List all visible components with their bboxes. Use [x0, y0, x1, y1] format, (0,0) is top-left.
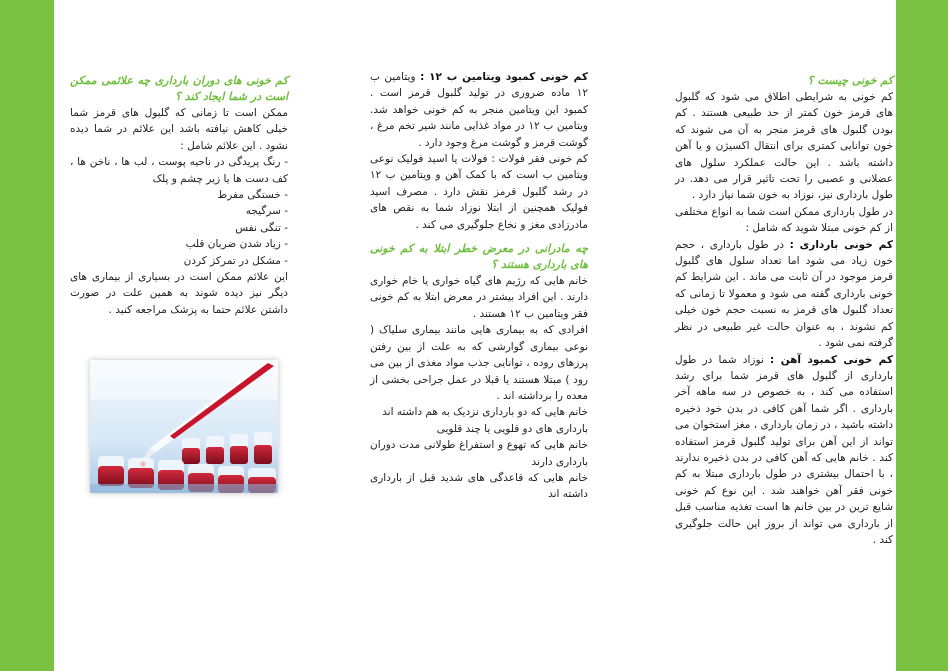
paragraph-b12-deficiency: [370, 69, 588, 151]
paragraph-heavy-menstruation: خانم هایی که قاعدگی های شدید قبل از بارداری داشته اند: [370, 471, 588, 501]
paragraph-symptoms-intro: ممکن است تا زمانی که گلبول های قرمز شما خیلی کاهش نیافته باشد این علائم در شما دیده نشود . این علائم شامل :: [70, 107, 288, 152]
symptom-concentration: - مشکل در تمرکز کردن: [183, 254, 288, 267]
symptom-dizziness: - سرگیجه: [245, 205, 288, 218]
paragraph-folate-deficiency: [370, 151, 588, 233]
heading-symptoms: کم خونی های دوران بارداری چه علائمی ممکن است در شما ایجاد کند ؟: [70, 74, 288, 103]
symptom-pallor: - رنگ پریدگی در ناحیه پوست ، لب ها ، ناخن ها ، کف دست ها یا زیر چشم و پلک: [70, 156, 288, 185]
symptom-fatigue: - خستگی مفرط: [217, 189, 288, 202]
paragraph-iron-deficiency: [675, 352, 893, 549]
paragraph-anemia-intro: کم خونی به شرایطی اطلاق می شود که گلبول های قرمز خون کمتر از حد طبیعی هستند . کم بودن گلبول های قرمز منجر به آن می شوند که خون توانایی کمتری برای انتقال اکسیژن و یا آهن داشته باشد . این حالت عملکرد سلول های عضلانی و عصبی را تحت تاثیر قرار می دهد. در طول بارداری نیز، نوزاد به خون شما نیاز دارد .: [675, 91, 893, 202]
symptom-shortness-of-breath: - تنگی نفس: [235, 221, 288, 234]
paragraph-multiple-pregnancy: بارداری های دو قلویی یا چند قلویی: [436, 422, 588, 435]
left-green-border: [0, 0, 54, 671]
text-folate-deficiency: فولات یا اسید فولیک نوعی ویتامین ب است که با کمک آهن و ویتامین ب ۱۲ در رشد گلبول قرمز نقش دارد . مصرف اسید فولیک همچنین از ابتلا نوزاد شما به نقص های مادرزادی مغز و نخاع جلوگیری می کند .: [370, 153, 588, 231]
term-pregnancy-anemia: کم خونی بارداری :: [789, 238, 894, 251]
column-b12-folate-risk: [370, 69, 588, 503]
column-what-is-anemia: [675, 73, 893, 548]
term-folate-deficiency: کم خونی فقر فولات :: [491, 153, 588, 166]
column-symptoms: [70, 73, 288, 318]
paragraph-symptoms-closing: این علائم ممکن است در بسیاری از بیماری های دیگر نیز دیده شوند به همین علت در صورت داشتن علائم حتما به پزشک مراجعه کنید .: [70, 271, 288, 316]
paragraph-nausea-vomiting: خانم هایی که تهوع و استفراغ طولانی مدت دوران بارداری دارند: [370, 439, 588, 468]
paragraph-celiac-risk: افرادی که به بیماری هایی مانند بیماری سلیاک ( نوعی بیماری گوارشی که به علت از بین رفتن پرزهای روده ، توانایی جذب مواد مغذی از بین می رود ) مبتلا هستند یا قبلا در عمل جراحی بخشی از معده را برداشته اند .: [370, 324, 588, 402]
lab-sample-photo: [90, 360, 278, 493]
symptom-heart-rate: - زیاد شدن ضربان قلب: [185, 238, 288, 251]
paragraph-close-pregnancies: خانم هایی که دو بارداری نزدیک به هم داشته اند: [382, 406, 588, 419]
heading-what-is-anemia: کم خونی چیست ؟: [807, 74, 893, 87]
text-b12-deficiency: ویتامین ب ۱۲ ماده ضروری در تولید گلبول قرمز است . کمبود این ویتامین منجر به کم خونی خواهد شد. ویتامین ب ۱۲ در مواد غذایی مانند شیر تخم مرغ ، گوشت قرمز و گوشت مرغ وجود دارد .: [370, 71, 588, 149]
paragraph-vegetarian-risk: خانم هایی که رژیم های گیاه خواری یا خام خواری دارند . این افراد بیشتر در معرض ابتلا به کم خونی فقر ویتامین ب ۱۲ هستند .: [370, 275, 588, 320]
paragraph-pregnancy-anemia: [675, 237, 893, 352]
text-pregnancy-anemia: در طول بارداری ، حجم خون زیاد می شود اما تعداد سلول های گلبول قرمز موجود در آن ثابت می ماند . این شرایط کم خونی بارداری گفته می شود و معمولا تا زمانی که تعداد گلبول های قرمز به نسبت حجم خون خیلی کم نشوند ، به عنوان حالت غیر طبیعی در نظر گرفته نمی شود .: [675, 238, 893, 350]
heading-at-risk-mothers: چه مادرانی در معرض خطر ابتلا به کم خونی های بارداری هستند ؟: [370, 242, 588, 272]
right-green-border: [896, 0, 948, 671]
paragraph-types-intro: در طول بارداری ممکن است شما به انواع مختلفی از کم خونی مبتلا شوید که شامل :: [675, 205, 893, 235]
text-iron-deficiency: نوزاد شما در طول بارداری از گلبول های قرمز شما برای رشد استفاده می کند ، به خصوص در سه ماهه آخر بارداری . اگر شما آهن کافی در بدن خود ذخیره داشته باشید ، در زمان بارداری ، مغز استخوان می تواند از این آهن برای تولید گلبول قرمز استفاده کند . خانم هایی که آهن کافی در بدن ذخیره ندارند ، با احتمال بیشتری در طول بارداری مبتلا به کم خونی فقر آهن خواهند شد . این نوع کم خونی شایع ترین در بین خانم ها است تغذیه مناسب قبل از بارداری می تواند از بروز این حالت جلوگیری کند .: [675, 353, 893, 546]
term-b12-deficiency: کم خونی کمبود ویتامین ب ۱۲ :: [420, 71, 588, 83]
term-iron-deficiency: کم خونی کمبود آهن :: [769, 353, 893, 366]
